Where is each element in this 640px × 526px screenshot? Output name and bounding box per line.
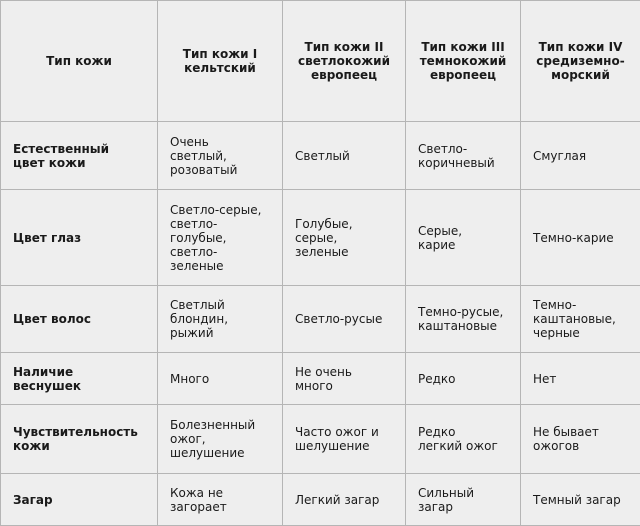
row-label: Чувствительность кожи <box>1 405 158 474</box>
table-cell: Темно-карие <box>521 190 640 286</box>
table-cell: Светло- коричневый <box>406 122 521 190</box>
table-cell: Светло-серые, светло- голубые, светло- зеленые <box>158 190 283 286</box>
header-cell-skin-type: Тип кожи <box>1 1 158 122</box>
table-cell: Темно-русые, каштановые <box>406 286 521 353</box>
table-cell: Очень светлый, розоватый <box>158 122 283 190</box>
header-cell-type-1: Тип кожи I кельтский <box>158 1 283 122</box>
table-row <box>1 190 640 286</box>
table-cell: Сильный загар <box>406 474 521 526</box>
table-row <box>1 353 640 405</box>
table-cell: Светлый блондин, рыжий <box>158 286 283 353</box>
table-cell: Темный загар <box>521 474 640 526</box>
table-cell: Не бывает ожогов <box>521 405 640 474</box>
table-cell: Часто ожог и шелушение <box>283 405 406 474</box>
table-cell: Легкий загар <box>283 474 406 526</box>
row-label: Естественный цвет кожи <box>1 122 158 190</box>
table-cell: Редко легкий ожог <box>406 405 521 474</box>
table-cell: Нет <box>521 353 640 405</box>
table-cell: Кожа не загорает <box>158 474 283 526</box>
table-row <box>1 474 640 526</box>
table-row <box>1 286 640 353</box>
table-cell: Смуглая <box>521 122 640 190</box>
row-label: Загар <box>1 474 158 526</box>
table-cell: Темно- каштановые, черные <box>521 286 640 353</box>
table-cell: Голубые, серые, зеленые <box>283 190 406 286</box>
table-row <box>1 405 640 474</box>
table-cell: Много <box>158 353 283 405</box>
header-cell-type-3: Тип кожи III темнокожий европеец <box>406 1 521 122</box>
table-cell: Светло-русые <box>283 286 406 353</box>
header-row <box>1 1 640 122</box>
table-row <box>1 122 640 190</box>
row-label: Наличие веснушек <box>1 353 158 405</box>
table-cell: Серые, карие <box>406 190 521 286</box>
table-cell: Не очень много <box>283 353 406 405</box>
row-label: Цвет волос <box>1 286 158 353</box>
row-label: Цвет глаз <box>1 190 158 286</box>
table-cell: Болезненный ожог, шелушение <box>158 405 283 474</box>
table-cell: Редко <box>406 353 521 405</box>
header-cell-type-4: Тип кожи IV средиземно- морский <box>521 1 640 122</box>
table-cell: Светлый <box>283 122 406 190</box>
header-cell-type-2: Тип кожи II светлокожий европеец <box>283 1 406 122</box>
